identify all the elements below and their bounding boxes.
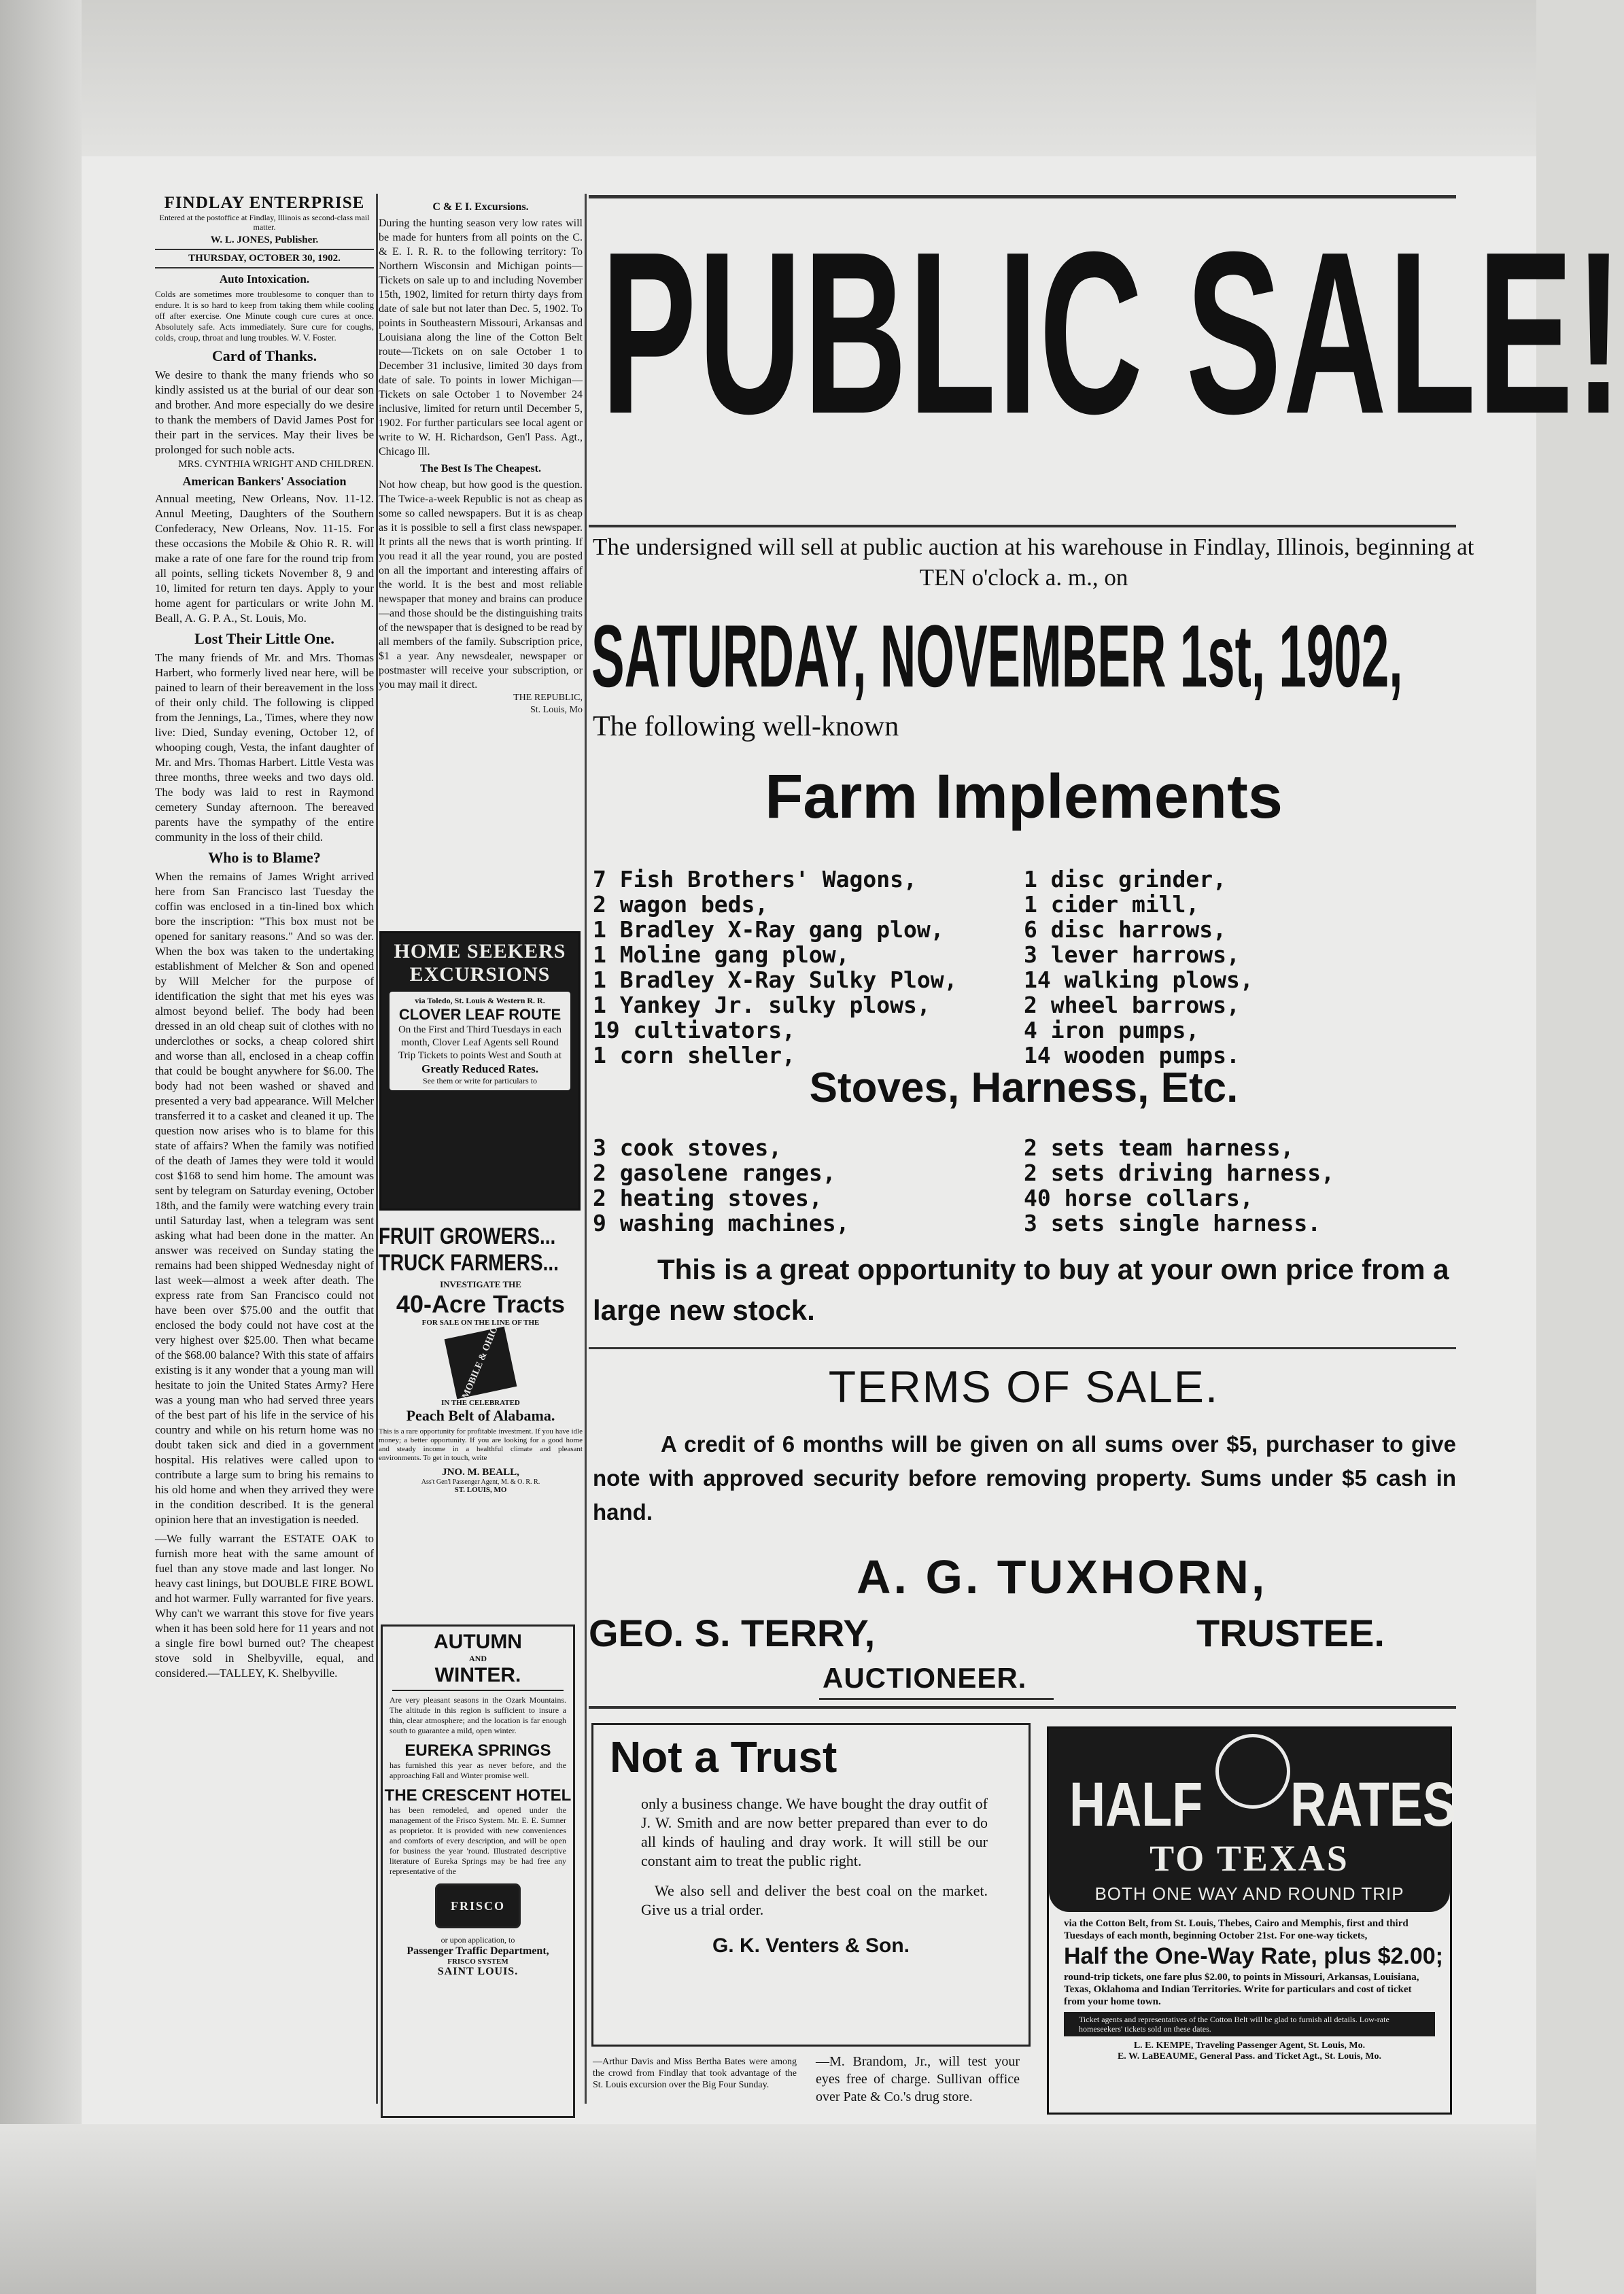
not-a-trust-ad bbox=[591, 1723, 1031, 2047]
homeseekers-foot: See them or write for particulars to bbox=[423, 1076, 537, 1085]
autumn-body: Are very pleasant seasons in the Ozark Mountains. The altitude in this region is sufficient to insure a thin, clear atmosphere; and the location is far enough south to guarantee a mild, open winter. bbox=[390, 1695, 566, 1735]
implement-item: 2 wagon beds, bbox=[593, 891, 769, 918]
auctioneer-underline bbox=[819, 1698, 1054, 1700]
homeseekers-ad bbox=[379, 931, 581, 1211]
bankers-title: American Bankers' Association bbox=[182, 474, 347, 488]
fruit-celebrated: IN THE CELEBRATED bbox=[441, 1399, 520, 1407]
implement-item: 1 Yankey Jr. sulky plows, bbox=[593, 992, 931, 1018]
implement-item: 1 disc grinder, bbox=[1024, 866, 1227, 892]
scan-border-left bbox=[0, 0, 82, 2294]
autumn-eureka: EUREKA SPRINGS bbox=[404, 1741, 551, 1760]
sale-headline-wrap bbox=[589, 204, 1624, 523]
blame-body: When the remains of James Wright arrived here from San Francisco last Tuesday the coffin was enclosed in a tin-lined box which bore the inscription: "This box must not be opened for sanitary reasons." And so was der. When the box was taken to the undertaking establishment of Melcher & Son and opened by Will Melcher for the purpose of identification the sight that met his eyes was almost beyond belief. The body had been dressed in an old cheap suit of clothes with no underclothes or socks, a cheap colored shirt and worse than all, enclosed in a cheap coffin that could be bought anywhere for $6.00. The body had not been washed or shaved and presented a very bad appearance. Will Melcher transferred it to a casket and cleaned it up. The question now arises who is to blame for this state of affairs? When the family was notified of the death of James they were told it would cost $168 to send him home. The amount was sent by telegram on Saturday evening, October 18th, and the family were watching every train until Saturday last, when a telegram was sent asking what had been done in the matter. An answer was received on Sunday stating the remains had been shipped Wednesday night of last week—almost a week after death. The express rate from San Francisco could not have been over $75.00 and the outfit that enclosed the body could not have cost at the very highest over $25.00. Then what became of the $68.00 balance? With this state of affairs existing is it any wonder that a young man will hesitate to join the United States Army? Here was a young man who had served three years of the best part of his life in the service of his country and while on his return home was no doubt taken sick and died in a government hospital. His relatives were called upon to contribute a large sum to bring his remains to his old home and when they arrived they were in the condition described. It is the general opinion here that an investigation is needed. bbox=[155, 870, 374, 1526]
fruit-body: This is a rare opportunity for profitable investment. If you have idle money; a better opportunity. If you are looking for a good home and steady income in a healthful climate and pleasant environments. To get in touch, write bbox=[379, 1427, 583, 1462]
scan-border-bottom bbox=[0, 2124, 1536, 2294]
autumn-body3: has been remodeled, and opened under the management of the Frisco System. Mr. E. E. Sumner as proprietor. It is provided with new conveniences and comforts of every description, and will be open for business the year 'round. Illustrated descriptive literature of Eureka Springs may be had free any representative of the bbox=[390, 1805, 566, 1876]
masthead-entered: Entered at the postoffice at Findlay, Illinois as second-class mail matter. bbox=[159, 213, 370, 232]
masthead-publisher: W. L. JONES, Publisher. bbox=[210, 234, 319, 245]
best-signature-line1: THE REPUBLIC, bbox=[513, 693, 583, 703]
best-signature bbox=[379, 692, 583, 716]
terms-rule bbox=[589, 1347, 1456, 1349]
mobile-ohio-logo-text: MOBILE & OHIO bbox=[460, 1325, 500, 1401]
texas-agent2: E. W. LaBEAUME, General Pass. and Ticket Agt., St. Louis, Mo. bbox=[1117, 2051, 1382, 2062]
sale-headline: PUBLIC SALE! bbox=[601, 204, 1624, 462]
sale-headline-rule bbox=[589, 525, 1456, 527]
fruit-investigate: INVESTIGATE THE bbox=[440, 1279, 521, 1289]
scan-border-top bbox=[0, 0, 1536, 156]
trust-body: only a business change. We have bought the dray outfit of J. W. Smith and are now better prepared than ever to do all kinds of hauling and dray work. It will still be our constant aim to treat the public right. bbox=[641, 1795, 988, 1869]
fruit-peach: Peach Belt of Alabama. bbox=[406, 1407, 555, 1424]
implement-item: 14 wooden pumps. bbox=[1024, 1042, 1240, 1068]
auctioneer-label: AUCTIONEER. bbox=[823, 1662, 1027, 1694]
trust-body2: We also sell and deliver the best coal on the market. Give us a trial order. bbox=[641, 1882, 988, 1918]
stove-item: 3 sets single harness. bbox=[1024, 1210, 1321, 1236]
homeseekers-panel bbox=[390, 992, 570, 1090]
stove-item: 2 sets driving harness, bbox=[1024, 1160, 1334, 1186]
autumn-line2: WINTER. bbox=[392, 1664, 564, 1691]
sale-opportunity: This is a great opportunity to buy at your own price from a large new stock. bbox=[593, 1253, 1449, 1326]
stoves-title: Stoves, Harness, Etc. bbox=[809, 1064, 1239, 1111]
column-rule-1 bbox=[376, 194, 378, 2104]
masthead bbox=[155, 194, 374, 250]
fruit-city: ST. LOUIS, MO bbox=[454, 1486, 507, 1494]
stove-item: 2 sets team harness, bbox=[1024, 1134, 1294, 1161]
homeseekers-body: On the First and Third Tuesdays in each month, Clover Leaf Agents sell Round Trip Tickets to points West and South at bbox=[398, 1024, 562, 1061]
texas-round: round-trip tickets, one fare plus $2.00, to points in Missouri, Arkansas, Louisiana, Texas, Oklahoma and Indian Territories. Write for particulars and cost of ticket from your home town. bbox=[1064, 1972, 1419, 2007]
auto-body: Colds are sometimes more troublesome to conquer than to endure. It is so hard to keep from taking them while cooling off after exercise. One Minute cough cure cures at once. Absolutely safe. Acts immediately. Sure cure for coughs, colds, croup, throat and lung troubles. W. V. Foster. bbox=[155, 289, 374, 343]
texas-header bbox=[1049, 1728, 1456, 1912]
implement-item: 1 Moline gang plow, bbox=[593, 941, 850, 968]
texas-fine: Ticket agents and representatives of the Cotton Belt will be glad to furnish all details. Low-rate homeseekers' tickets sold on these dates. bbox=[1064, 2012, 1435, 2036]
implement-item: 6 disc harrows, bbox=[1024, 916, 1227, 943]
fruit-contact: JNO. M. BEALL, bbox=[442, 1467, 519, 1478]
sale-intro: The undersigned will sell at public auction at his warehouse in Findlay, Illinois, beginning at bbox=[593, 534, 1474, 560]
mobile-ohio-logo bbox=[445, 1327, 517, 1400]
thanks-body: We desire to thank the many friends who so kindly assisted us at the burial of our dear son and brother. And more especially do we desire to thank the members of David James Post for their part in the services. May their lives be prolonged for such noble acts. bbox=[155, 368, 374, 456]
sale-top-rule bbox=[589, 195, 1456, 198]
autumn-body2: has furnished this year as never before, and the approaching Fall and Winter promise well. bbox=[390, 1760, 566, 1780]
sale-trustee: TRUSTEE. bbox=[1196, 1612, 1385, 1654]
ads-top-rule bbox=[589, 1706, 1456, 1709]
texas-to: TO TEXAS bbox=[1150, 1838, 1349, 1879]
implement-item: 14 walking plows, bbox=[1024, 967, 1254, 993]
sale-time: TEN o'clock a. m., on bbox=[919, 564, 1128, 591]
texas-emblem bbox=[1215, 1734, 1290, 1809]
homeseekers-line3: via Toledo, St. Louis & Western R. R. bbox=[415, 996, 545, 1005]
fruit-forsale: FOR SALE ON THE LINE OF THE bbox=[421, 1319, 540, 1327]
autumn-line1: AUTUMN bbox=[434, 1631, 522, 1653]
texas-half-rate: Half the One-Way Rate, plus $2.00; bbox=[1064, 1943, 1443, 1969]
frisco-logo-text: FRISCO bbox=[450, 1898, 505, 1913]
homeseekers-route: CLOVER LEAF ROUTE bbox=[398, 1006, 562, 1023]
implement-item: 19 cultivators, bbox=[593, 1017, 796, 1043]
autumn-and: AND bbox=[469, 1654, 487, 1663]
autumn-agent: Passenger Traffic Department, bbox=[407, 1945, 549, 1957]
homeseekers-line2: EXCURSIONS bbox=[409, 963, 551, 986]
best-body: Not how cheap, but how good is the question. The Twice-a-week Republic is not as cheap as some so called newspapers. But it is as cheap as it is possible to sell a first class newspaper. It prints all the news that is worth printing. If you read it all the year round, you are posted on all the important and interesting affairs of the world. It is the best and most reliable newspaper that money and brains can produce—and those should be the distinguishing traits of the newspaper that is designed to be read by all members of the family. Subscription price, $1 a year. Any newsdealer, newspaper or postmaster will receive your subscription, or you may mail it direct. bbox=[379, 479, 583, 691]
implement-item: 1 Bradley X-Ray gang plow, bbox=[593, 916, 944, 943]
implement-item: 3 lever harrows, bbox=[1024, 941, 1240, 968]
texas-half: HALF bbox=[1069, 1770, 1203, 1839]
estate-oak-notice: —We fully warrant the ESTATE OAK to furnish more heat with the same amount of fuel than any stove made and last longer. No heavy cast linings, but DOUBLE FIRE BOWL and hot warmer. Fully warranted for five years. Why can't we warrant this stove for five years when it has been sold here for 11 years and not a single fire bowl burned out? The cheapest stove sold in Shelbyville, equal, and considered.—TALLEY, K. Shelbyville. bbox=[155, 1532, 374, 1680]
thanks-signature: MRS. CYNTHIA WRIGHT AND CHILDREN. bbox=[178, 459, 374, 470]
implement-item: 1 Bradley X-Ray Sulky Plow, bbox=[593, 967, 958, 993]
lost-body: The many friends of Mr. and Mrs. Thomas Harbert, who formerly lived near here, will be pained to learn of their bereavement in the loss of their only child. The following is clipped from the Jennings, La., Times, where they now live: Died, Sunday evening, October 12, of whooping cough, Vesta, the infant daughter of Mr. and Mrs. Thomas Harbert. Little Vesta was three months, three weeks and two days old. The body was laid to rest in Raymond cemetery Sunday afternoon. The bereaved parents have the sympathy of the entire community in the loss of their child. bbox=[155, 651, 374, 844]
autumn-city: SAINT LOUIS. bbox=[437, 1966, 519, 1977]
lost-title: Lost Their Little One. bbox=[194, 630, 334, 647]
stove-item: 3 cook stoves, bbox=[593, 1134, 782, 1161]
implements-title: Farm Implements bbox=[765, 762, 1283, 831]
implements-left-list bbox=[593, 867, 1014, 1068]
implements-right-list bbox=[1024, 867, 1445, 1068]
auto-title: Auto Intoxication. bbox=[219, 273, 310, 285]
stove-item: 2 heating stoves, bbox=[593, 1185, 823, 1211]
implement-item: 4 iron pumps, bbox=[1024, 1017, 1200, 1043]
texas-rates: RATES bbox=[1290, 1770, 1456, 1839]
autumn-apply: or upon application, to bbox=[440, 1935, 515, 1945]
best-title: The Best Is The Cheapest. bbox=[420, 463, 541, 474]
column-rule-2 bbox=[585, 194, 587, 2104]
homeseekers-rates: Greatly Reduced Rates. bbox=[421, 1062, 539, 1075]
texas-via: via the Cotton Belt, from St. Louis, Thebes, Cairo and Memphis, first and third Tuesdays of each month, beginning October 21st. For one-way tickets, bbox=[1064, 1918, 1409, 1941]
texas-agent1: L. E. KEMPE, Traveling Passenger Agent, St. Louis, Mo. bbox=[1133, 2040, 1366, 2051]
stove-item: 40 horse collars, bbox=[1024, 1185, 1254, 1211]
autumn-co: FRISCO SYSTEM bbox=[447, 1958, 508, 1966]
fruit-line2: TRUCK FARMERS... bbox=[379, 1250, 559, 1276]
local-note-right: —M. Brandom, Jr., will test your eyes free of charge. Sullivan office over Pate & Co.'s drug store. bbox=[816, 2054, 1020, 2104]
blame-title: Who is to Blame? bbox=[208, 849, 321, 866]
thanks-title: Card of Thanks. bbox=[211, 347, 317, 364]
fruit-contact2: Ass't Gen'l Passenger Agent, M. & O. R. R. bbox=[421, 1478, 540, 1486]
bankers-body: Annual meeting, New Orleans, Nov. 11-12. Annul Meeting, Daughters of the Southern Confederacy, New Orleans, Nov. 11-15. For these occasions the Mobile & Ohio R. R. will make a rate of one fare for the round trip from all points, selling tickets November 8, 9 and 10, limited for return ten days. Apply to your home agent for particulars or write John M. Beall, A. G. P. A., St. Louis, Mo. bbox=[155, 492, 374, 625]
left-column bbox=[155, 194, 374, 2110]
stove-item: 9 washing machines, bbox=[593, 1210, 850, 1236]
sale-following: The following well-known bbox=[593, 711, 899, 742]
excursions-title: C & E I. Excursions. bbox=[432, 201, 529, 213]
local-note-left: —Arthur Davis and Miss Bertha Bates were among the crowd from Findlay that took advantage of the St. Louis excursion over the Big Four Sunday. bbox=[593, 2057, 797, 2090]
stove-item: 2 gasolene ranges, bbox=[593, 1160, 836, 1186]
implement-item: 1 cider mill, bbox=[1024, 891, 1200, 918]
fruit-line1: FRUIT GROWERS... bbox=[379, 1223, 556, 1249]
trust-title: Not a Trust bbox=[610, 1733, 837, 1782]
frisco-logo bbox=[435, 1883, 521, 1928]
sale-date: SATURDAY, NOVEMBER 1st, 1902, bbox=[591, 606, 1403, 706]
autumn-hotel: THE CRESCENT HOTEL bbox=[384, 1786, 572, 1805]
best-signature-line2: St. Louis, Mo bbox=[530, 705, 583, 715]
implement-item: 2 wheel barrows, bbox=[1024, 992, 1240, 1018]
stoves-left-list bbox=[593, 1135, 1014, 1236]
sale-owner: A. G. TUXHORN, bbox=[857, 1550, 1268, 1603]
terms-body: A credit of 6 months will be given on all sums over $5, purchaser to give note with approved security before removing property. Sums under $5 cash in hand. bbox=[593, 1431, 1456, 1525]
texas-ad bbox=[1047, 1726, 1456, 2115]
excursions-body: During the hunting season very low rates will be made for hunters from all points on the C. & E. I. R. R. to the following territory: To Northern Wisconsin and Michigan points—Tickets on sale up to and including November 15th, 1902, limited for return thirty days from date of sale but not later than Dec. 5, 1902. To points in Southeastern Missouri, Arkansas and Louisiana along the line of the Cotton Belt route—Tickets on on sale October 1 to December 31 inclusive, limited 30 days from date of sale. To points in lower Michigan—Tickets on sale October 1 to November 24 inclusive, limited for return until December 5, 1902. For further particulars see local agent or write to W. H. Richardson, Gen'l Pass. Agt., Chicago Ill. bbox=[379, 218, 583, 457]
stoves-right-list bbox=[1024, 1135, 1445, 1236]
masthead-date: THURSDAY, OCTOBER 30, 1902. bbox=[155, 250, 374, 268]
texas-both: BOTH ONE WAY AND ROUND TRIP bbox=[1094, 1883, 1404, 1904]
implement-item: 7 Fish Brothers' Wagons, bbox=[593, 866, 917, 892]
masthead-name: FINDLAY ENTERPRISE bbox=[164, 194, 365, 212]
fruit-growers-ad bbox=[379, 1223, 583, 1502]
implement-item: 1 corn sheller, bbox=[593, 1042, 796, 1068]
autumn-winter-ad bbox=[381, 1624, 575, 2118]
terms-title: TERMS OF SALE. bbox=[828, 1361, 1220, 1412]
trust-signature: G. K. Venters & Son. bbox=[712, 1934, 910, 1957]
homeseekers-line1: HOME SEEKERS bbox=[394, 940, 566, 962]
fruit-tracts: 40-Acre Tracts bbox=[396, 1290, 566, 1318]
auctioneer-name: GEO. S. TERRY, bbox=[589, 1612, 876, 1654]
